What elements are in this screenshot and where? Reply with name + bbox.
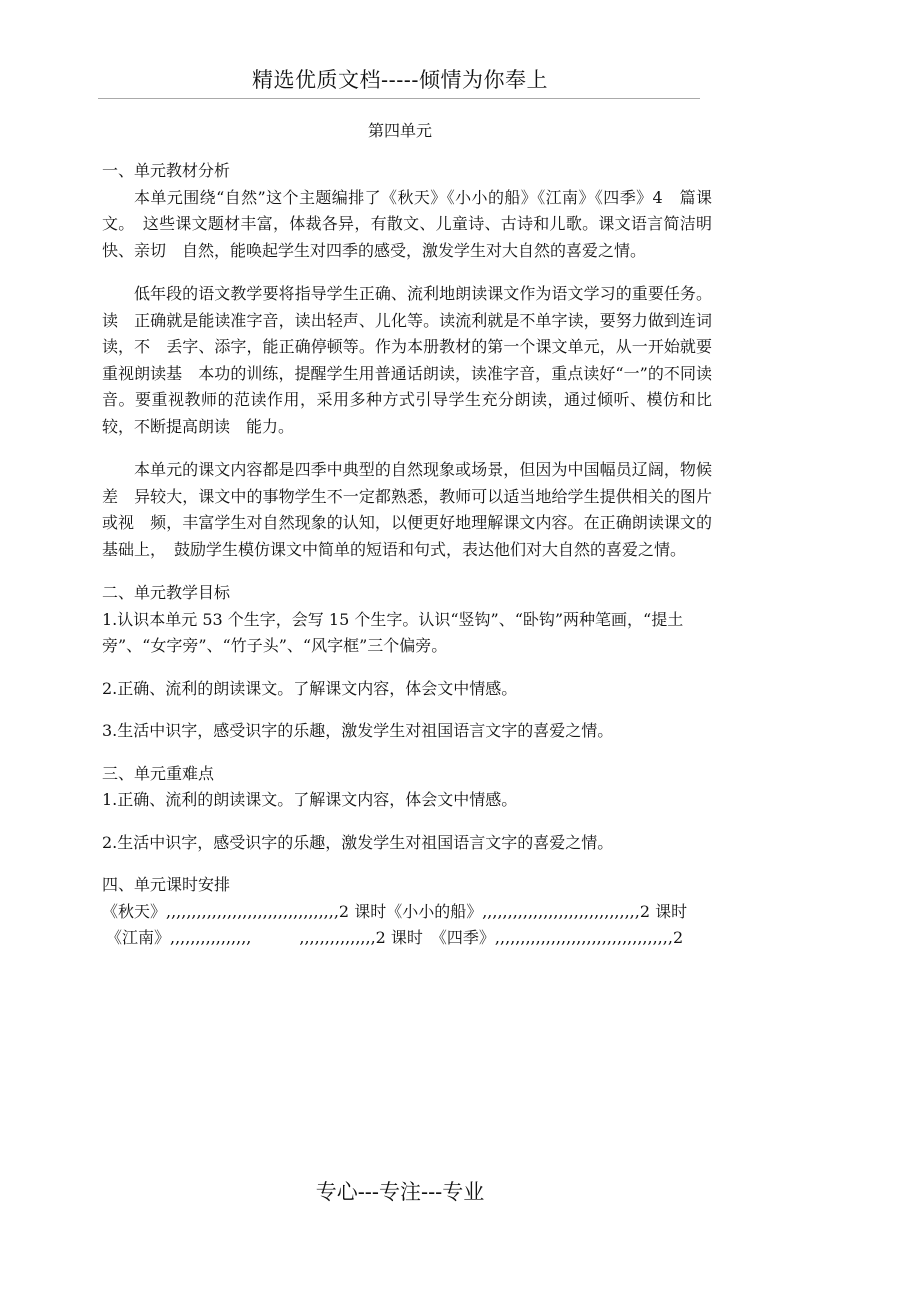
goal-item: 2.正确、流利的朗读课文。了解课文内容，体会文中情感。 [102,678,518,698]
key-point-item: 2.生活中识字，感受识字的乐趣，激发学生对祖国语言文字的喜爱之情。 [102,832,614,852]
page-footer: 专心---专注---专业 [315,1180,485,1204]
document-body [102,158,712,952]
key-point-item: 1.正确、流利的朗读课文。了解课文内容，体会文中情感。 [102,790,518,809]
analysis-paragraph: 本单元的课文内容都是四季中典型的自然现象或场景，但因为中国幅员辽阔，物候差 异较大，课文中的事物学生不一定都熟悉，教师可以适当地给学生提供相关的图片或视 频，丰富学生对自然现象的认知，以便更好地理解课文内容。在正确朗读课文的基础上， 鼓励学生模仿课文中简单的短语和句式，表达他们对大自然的喜爱之情。 [102,460,712,559]
section-heading-analysis: 一、单元教材分析 [102,161,231,180]
schedule-line: 《秋天》,,,,,,,,,,,,,,,,,,,,,,,,,,,,,,,,,,2 课时《小小的船》,,,,,,,,,,,,,,,,,,,,,,,,,,,,,,,2 课时 [102,901,688,921]
page-title: 第四单元 [367,121,432,140]
header-divider [98,98,700,99]
analysis-paragraph: 本单元围绕“自然”这个主题编排了《秋天》《小小的船》《江南》《四季》4 篇课文。 这些课文题材丰富，体裁各异，有散文、儿童诗、古诗和儿歌。课文语言简洁明快、亲切 自然，能唤起学生对四季的感受，激发学生对大自然的喜爱之情。 [102,187,712,260]
section-heading-schedule: 四、单元课时安排 [102,875,231,894]
page-header: 精选优质文档-----倾情为你奉上 [252,68,548,92]
analysis-paragraph: 低年段的语文教学要将指导学生正确、流利地朗读课文作为语文学习的重要任务。读 正确就是能读准字音，读出轻声、儿化等。读流利就是不单字读，要努力做到连词读，不 丢字、添字，能正确停顿等。作为本册教材的第一个课文单元，从一开始就要重视朗读基 本功的训练，提醒学生用普通话朗读，读准字音，重点读好“一”的不同读音。要重视教师的范读作用，采用多种方式引导学生充分朗读，通过倾听、模仿和比较，不断提高朗读 能力。 [102,284,712,436]
goal-item: 3.生活中识字，感受识字的乐趣，激发学生对祖国语言文字的喜爱之情。 [102,721,614,740]
schedule-line: 《江南》,,,,,,,,,,,,,,,, ,,,,,,,,,,,,,,,2 课时 《四季》,,,,,,,,,,,,,,,,,,,,,,,,,,,,,,,,,,,2 [106,928,684,947]
section-heading-goals: 二、单元教学目标 [102,583,231,602]
section-heading-key-points: 三、单元重难点 [102,763,215,783]
goal-item: 1.认识本单元 53 个生字，会写 15 个生字。认识“竖钩”、“卧钩”两种笔画，“提土旁”、“女字旁”、“竹子头”、“风字框”三个偏旁。 [102,609,684,655]
